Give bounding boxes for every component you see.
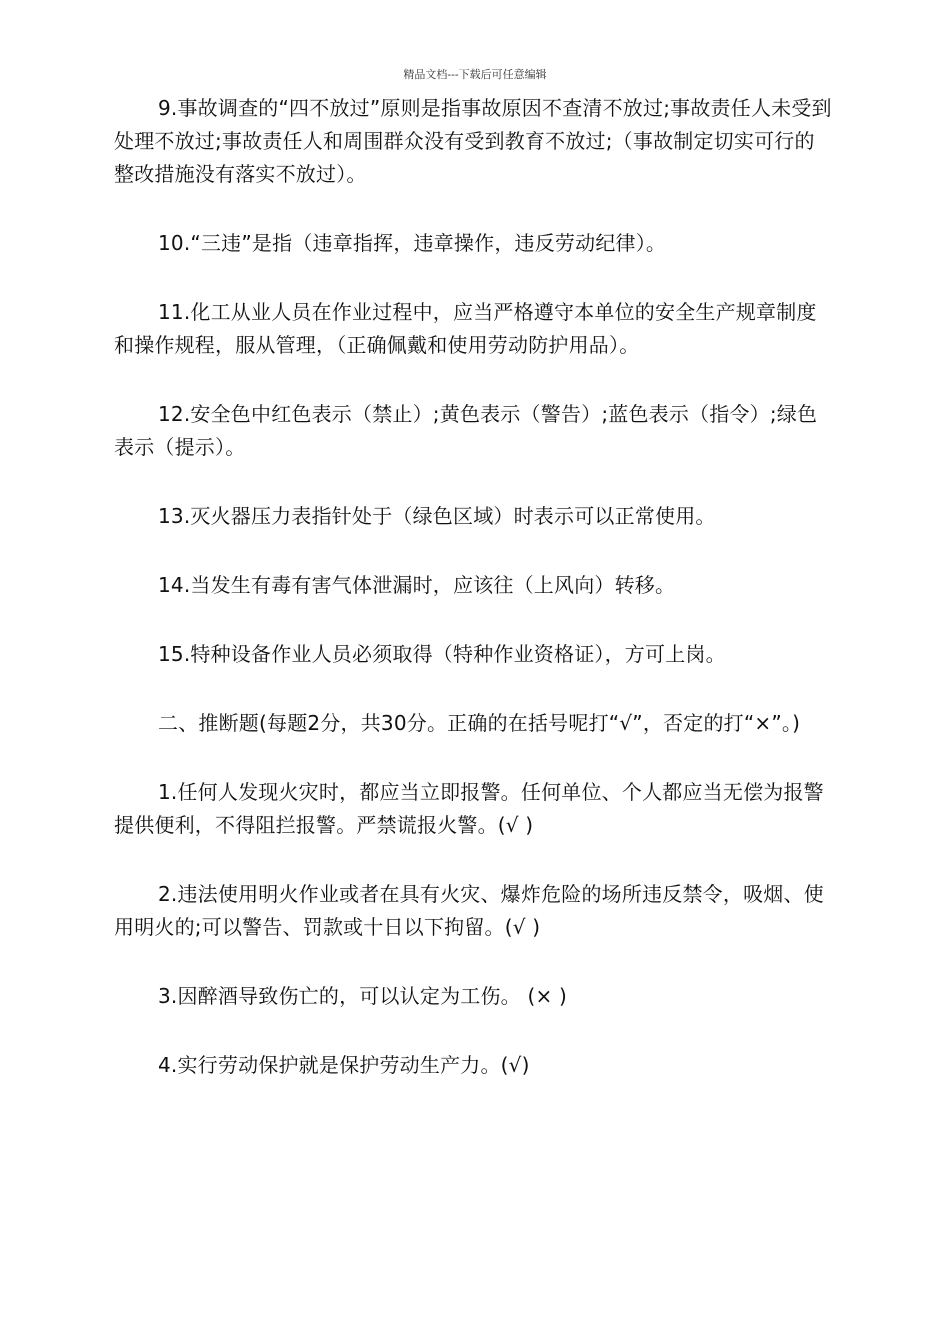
question-15: 15.特种设备作业人员必须取得（特种作业资格证），方可上岗。 bbox=[158, 642, 726, 666]
question-10: 10.“三违”是指（违章指挥，违章操作，违反劳动纪律）。 bbox=[158, 231, 667, 255]
judgment-4: 4.实行劳动保护就是保护劳动生产力。(√) bbox=[158, 1053, 530, 1077]
question-11: 11.化工从业人员在作业过程中，应当严格遵守本单位的安全生产规章制度和操作规程，服从管理，（正确佩戴和使用劳动防护用品）。 bbox=[114, 300, 817, 357]
page-header: 精品文档---下载后可任意编辑 bbox=[403, 68, 547, 81]
document-body bbox=[114, 92, 834, 1082]
question-9: 9.事故调查的“四不放过”原则是指事故原因不查清不放过;事故责任人未受到处理不放过;事故责任人和周围群众没有受到教育不放过;（事故制定切实可行的整改措施没有落实不放过）。 bbox=[114, 96, 832, 186]
section-heading-judgment: 二、推断题(每题2分，共30分。正确的在括号呢打“√”，否定的打“×”。) bbox=[158, 711, 801, 735]
question-13: 13.灭火器压力表指针处于（绿色区域）时表示可以正常使用。 bbox=[158, 504, 716, 528]
judgment-2: 2.违法使用明火作业或者在具有火灾、爆炸危险的场所违反禁令，吸烟、使用明火的;可以警告、罚款或十日以下拘留。(√ ) bbox=[114, 882, 824, 939]
question-14: 14.当发生有毒有害气体泄漏时，应该往（上风向）转移。 bbox=[158, 573, 676, 597]
question-12: 12.安全色中红色表示（禁止）;黄色表示（警告）;蓝色表示（指令）;绿色表示（提示）。 bbox=[114, 402, 818, 459]
judgment-3: 3.因醉酒导致伤亡的，可以认定为工伤。 (× ) bbox=[158, 984, 567, 1008]
judgment-1: 1.任何人发现火灾时，都应当立即报警。任何单位、个人都应当无偿为报警提供便利，不得阻拦报警。严禁谎报火警。(√ ) bbox=[114, 780, 824, 837]
